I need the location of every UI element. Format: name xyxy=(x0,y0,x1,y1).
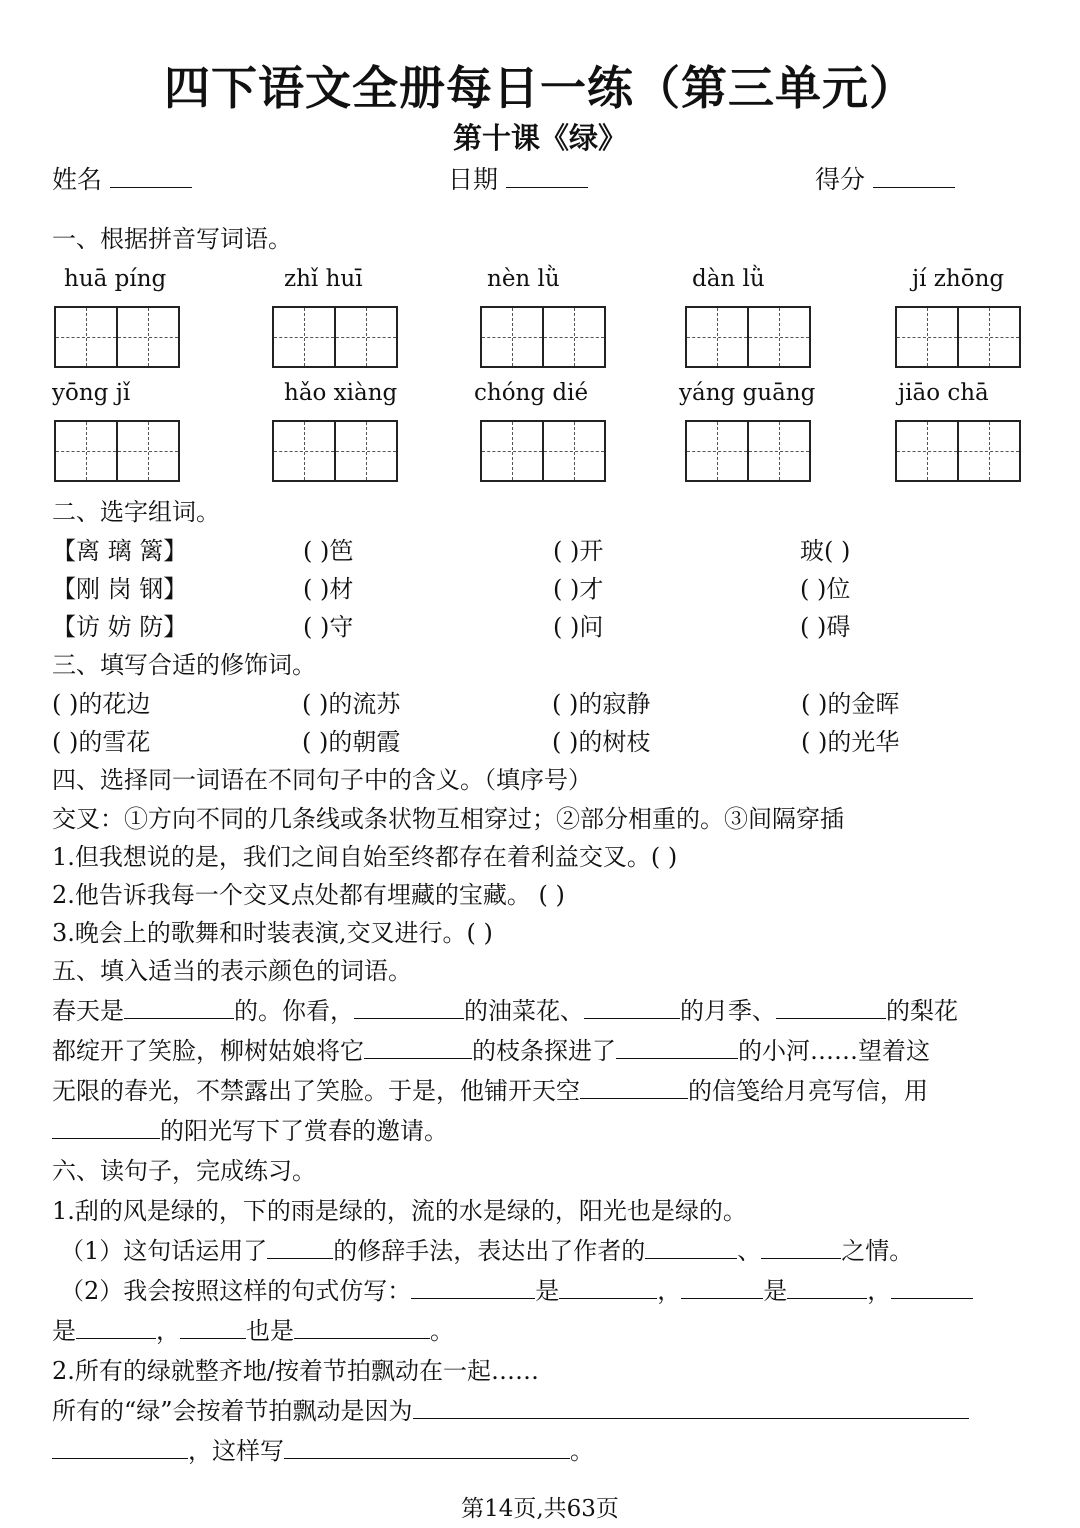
page-title: 四下语文全册每日一练（第三单元） xyxy=(164,61,916,115)
writing-grid[interactable] xyxy=(272,420,398,482)
blank[interactable] xyxy=(52,1116,160,1139)
blank[interactable] xyxy=(761,1236,841,1259)
blank[interactable] xyxy=(559,1276,657,1299)
blank[interactable] xyxy=(411,1276,535,1299)
writing-grid[interactable] xyxy=(685,420,811,482)
question[interactable]: 1.但我想说的是，我们之间自始至终都存在着利益交叉。( ) xyxy=(52,843,678,871)
lesson-title: 第十课《绿》 xyxy=(452,121,627,155)
sub-question: 是 ， 也是 。 xyxy=(52,1317,454,1345)
section-3-heading: 三、填写合适的修饰词。 xyxy=(52,651,316,679)
writing-grid[interactable] xyxy=(480,420,606,482)
fill-blank[interactable]: ( )的朝霞 xyxy=(302,728,401,756)
fill-blank[interactable]: ( )碍 xyxy=(800,613,851,641)
section-4-heading: 四、选择同一词语在不同句子中的含义。（填序号） xyxy=(52,766,592,794)
char-group: 【刚 岗 钢】 xyxy=(52,575,188,603)
blank[interactable] xyxy=(681,1276,763,1299)
writing-grid[interactable] xyxy=(895,306,1021,368)
writing-grid[interactable] xyxy=(272,306,398,368)
pinyin: hǎo xiàng xyxy=(284,380,398,406)
question[interactable]: 2.他告诉我每一个交叉点处都有埋藏的宝藏。 ( ) xyxy=(52,881,565,909)
fill-blank[interactable]: ( )笆 xyxy=(303,537,354,565)
sub-question: （1）这句话运用了 的修辞手法，表达出了作者的 、 之情。 xyxy=(60,1237,914,1265)
blank[interactable] xyxy=(616,1036,738,1059)
sub-question: ，这样写 。 xyxy=(52,1436,594,1466)
fill-blank[interactable]: 玻( ) xyxy=(800,537,851,565)
name-field[interactable] xyxy=(52,165,192,195)
blank[interactable] xyxy=(284,1436,570,1459)
page-number: 第14页,共63页 xyxy=(461,1496,619,1522)
sub-question: （2）我会按照这样的句式仿写： 是 ， 是 ， xyxy=(60,1276,973,1306)
blank[interactable] xyxy=(787,1276,867,1299)
pinyin: nèn lǜ xyxy=(487,266,560,292)
char-group: 【访 妨 防】 xyxy=(52,613,188,641)
writing-grid[interactable] xyxy=(480,306,606,368)
pinyin: zhǐ huī xyxy=(284,266,363,292)
fill-blank[interactable]: ( )的寂静 xyxy=(552,690,651,718)
blank[interactable] xyxy=(580,1076,688,1099)
writing-grid[interactable] xyxy=(685,306,811,368)
section-6-heading: 六、读句子，完成练习。 xyxy=(52,1157,316,1185)
pinyin: yáng guāng xyxy=(679,380,816,406)
fill-blank[interactable]: ( )守 xyxy=(303,613,354,641)
blank[interactable] xyxy=(413,1396,969,1419)
pinyin: yōng jǐ xyxy=(52,380,131,406)
fill-blank[interactable]: ( )的树枝 xyxy=(552,728,651,756)
fill-blank[interactable]: ( )问 xyxy=(553,613,604,641)
pinyin: jiāo chā xyxy=(898,380,989,406)
section-5-heading: 五、填入适当的表示颜色的词语。 xyxy=(52,957,412,985)
definition: 交叉：①方向不同的几条线或条状物互相穿过；②部分相重的。③间隔穿插 xyxy=(52,805,844,833)
sentence: 1.刮的风是绿的，下的雨是绿的，流的水是绿的，阳光也是绿的。 xyxy=(52,1197,747,1225)
writing-grid[interactable] xyxy=(54,420,180,482)
blank[interactable] xyxy=(364,1036,472,1059)
section-2-heading: 二、选字组词。 xyxy=(52,498,220,526)
fill-blank[interactable]: ( )才 xyxy=(553,575,604,603)
writing-grid[interactable] xyxy=(895,420,1021,482)
fill-blank[interactable]: ( )的光华 xyxy=(801,728,900,756)
blank[interactable] xyxy=(354,996,464,1019)
blank[interactable] xyxy=(76,1316,156,1339)
pinyin: jí zhōng xyxy=(912,266,1005,292)
date-label: 日期 xyxy=(448,165,499,194)
pinyin: chóng dié xyxy=(474,380,589,406)
paragraph-line: 春天是 的。你看， 的油菜花、 的月季、 的梨花 xyxy=(52,997,958,1025)
fill-blank[interactable]: ( )材 xyxy=(303,575,354,603)
name-label: 姓名 xyxy=(52,165,103,194)
fill-blank[interactable]: ( )位 xyxy=(800,575,851,603)
sentence: 2.所有的绿就整齐地/按着节拍飘动在一起…… xyxy=(52,1357,539,1385)
question[interactable]: 3.晚会上的歌舞和时装表演,交叉进行。( ) xyxy=(52,919,493,947)
paragraph-line: 的阳光写下了赏春的邀请。 xyxy=(52,1116,448,1146)
pinyin: huā píng xyxy=(64,266,167,292)
fill-blank[interactable]: ( )的流苏 xyxy=(302,690,401,718)
char-group: 【离 璃 篱】 xyxy=(52,537,188,565)
blank[interactable] xyxy=(776,996,886,1019)
blank[interactable] xyxy=(52,1436,188,1459)
fill-blank[interactable]: ( )的雪花 xyxy=(52,728,151,756)
score-field[interactable] xyxy=(815,165,955,195)
writing-grid[interactable] xyxy=(54,306,180,368)
blank[interactable] xyxy=(891,1276,973,1299)
fill-blank[interactable]: ( )的花边 xyxy=(52,690,151,718)
paragraph-line: 都绽开了笑脸，柳树姑娘将它 的枝条探进了 的小河……望着这 xyxy=(52,1037,930,1065)
section-1-heading: 一、根据拼音写词语。 xyxy=(52,225,292,253)
fill-blank[interactable]: ( )开 xyxy=(553,537,604,565)
blank[interactable] xyxy=(294,1316,430,1339)
date-field[interactable] xyxy=(448,165,588,195)
blank[interactable] xyxy=(584,996,680,1019)
blank[interactable] xyxy=(645,1236,737,1259)
blank[interactable] xyxy=(124,996,234,1019)
sub-question: 所有的“绿”会按着节拍飘动是因为 xyxy=(52,1396,969,1426)
pinyin: dàn lǜ xyxy=(692,266,765,292)
blank[interactable] xyxy=(267,1236,333,1259)
paragraph-line: 无限的春光，不禁露出了笑脸。于是，他铺开天空 的信笺给月亮写信，用 xyxy=(52,1077,928,1105)
score-label: 得分 xyxy=(815,165,866,194)
blank[interactable] xyxy=(180,1316,246,1339)
fill-blank[interactable]: ( )的金晖 xyxy=(801,690,900,718)
